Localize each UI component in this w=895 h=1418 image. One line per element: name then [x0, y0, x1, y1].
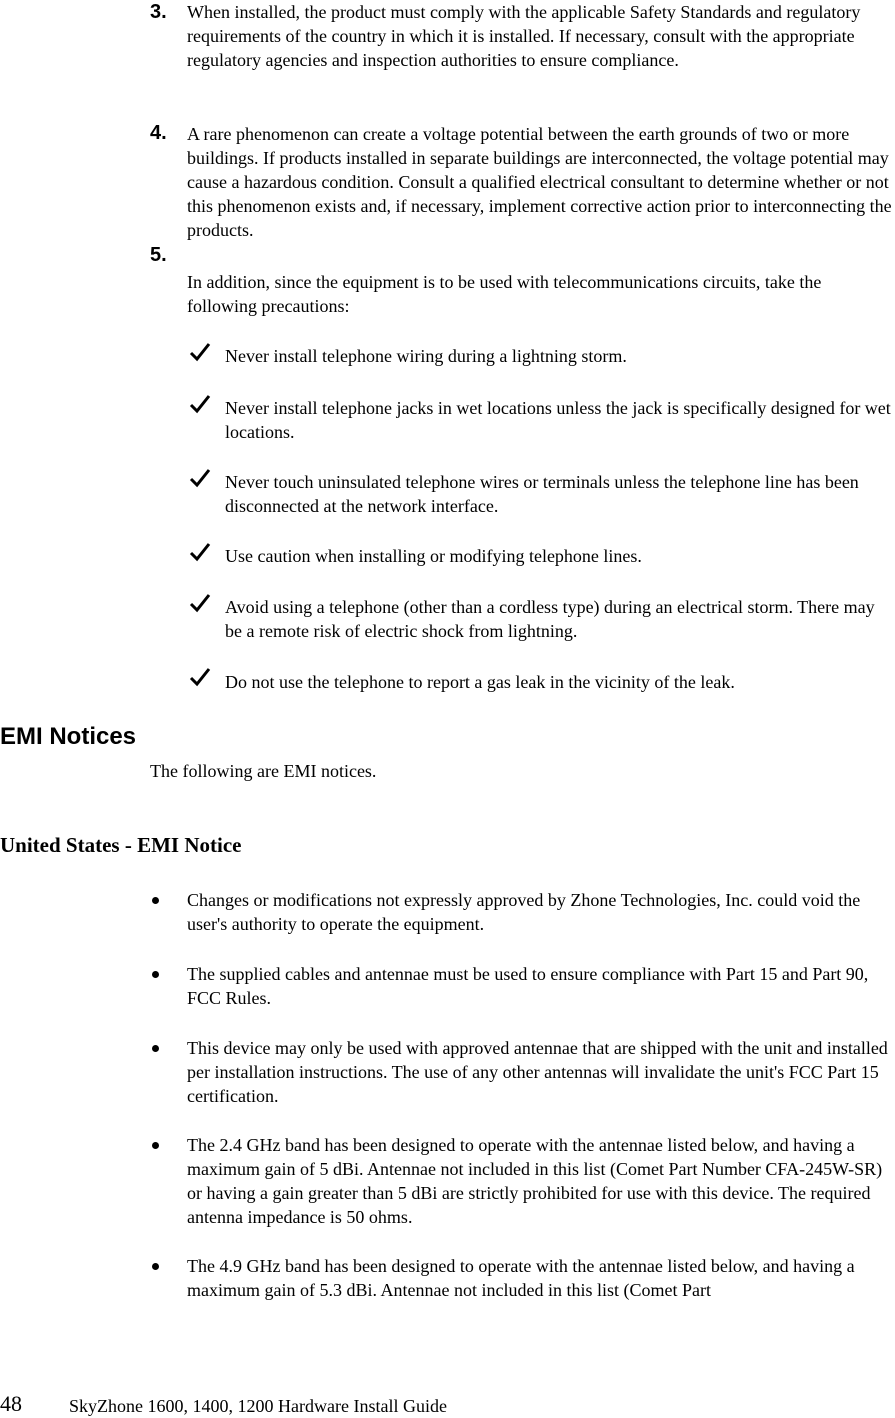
checkmark-icon	[188, 392, 212, 416]
emi-bullet-item: The 2.4 GHz band has been designed to operate with the antennae listed below, and having a maximum gain of 5 dBi. Antennae not included in this list (Comet Part Number CFA-245W-SR) or having a gain greater than 5 dBi are strictly prohibited for use with this device. The required antenna impedance is 50 ohms.	[187, 1135, 883, 1227]
item-number-5: 5.	[150, 244, 167, 266]
bullet-icon	[151, 962, 161, 986]
emi-bullet-item: Changes or modifications not expressly approved by Zhone Technologies, Inc. could void the user's authority to operate the equipment.	[187, 890, 861, 934]
us-emi-notice-heading: United States - EMI Notice	[0, 833, 242, 857]
footer-document-title: SkyZhone 1600, 1400, 1200 Hardware Install Guide	[69, 1396, 447, 1416]
bullet-icon	[151, 1133, 161, 1157]
precaution-item: Never install telephone wiring during a lightning storm.	[225, 346, 627, 366]
checkmark-icon	[188, 340, 212, 364]
page-number: 48	[0, 1391, 22, 1416]
safety-item-5-text: In addition, since the equipment is to be used with telecommunications circuits, take the following precautions:	[187, 272, 822, 316]
emi-bullet-item: This device may only be used with approved antennae that are shipped with the unit and installed per installation instructions. The use of any other antennas will invalidate the unit's FCC Part 15 certification.	[187, 1038, 888, 1106]
bullet-icon	[151, 888, 161, 912]
checkmark-icon	[188, 591, 212, 615]
precaution-item: Never install telephone jacks in wet locations unless the jack is specifically designed for wet locations.	[225, 398, 891, 442]
precaution-item: Do not use the telephone to report a gas leak in the vicinity of the leak.	[225, 672, 735, 692]
precaution-item: Use caution when installing or modifying telephone lines.	[225, 546, 642, 566]
bullet-icon	[151, 1254, 161, 1278]
emi-bullet-item: The 4.9 GHz band has been designed to operate with the antennae listed below, and having a maximum gain of 5.3 dBi. Antennae not included in this list (Comet Part	[187, 1256, 855, 1300]
checkmark-icon	[188, 540, 212, 564]
item-number-3: 3.	[150, 1, 167, 23]
precaution-item: Never touch uninsulated telephone wires or terminals unless the telephone line has been disconnected at the network interface.	[225, 472, 859, 516]
bullet-icon	[151, 1036, 161, 1060]
precaution-item: Avoid using a telephone (other than a cordless type) during an electrical storm. There may be a remote risk of electric shock from lightning.	[225, 597, 875, 641]
emi-bullet-item: The supplied cables and antennae must be used to ensure compliance with Part 15 and Part 90, FCC Rules.	[187, 964, 869, 1008]
checkmark-icon	[188, 665, 212, 689]
emi-intro-text: The following are EMI notices.	[150, 761, 377, 781]
emi-notices-heading: EMI Notices	[0, 723, 137, 750]
item-number-4: 4.	[150, 122, 167, 144]
safety-item-3-text: When installed, the product must comply with the applicable Safety Standards and regulatory requirements of the country in which it is installed. If necessary, consult with the appropriate regulatory agencies and inspection authorities to ensure compliance.	[187, 2, 861, 70]
safety-item-4-text: A rare phenomenon can create a voltage potential between the earth grounds of two or more buildings. If products installed in separate buildings are interconnected, the voltage potential may cause a hazardous condition. Consult a qualified electrical consultant to determine whether or not this phenomenon exists and, if necessary, implement corrective action prior to interconnecting the products.	[187, 124, 892, 240]
checkmark-icon	[188, 466, 212, 490]
